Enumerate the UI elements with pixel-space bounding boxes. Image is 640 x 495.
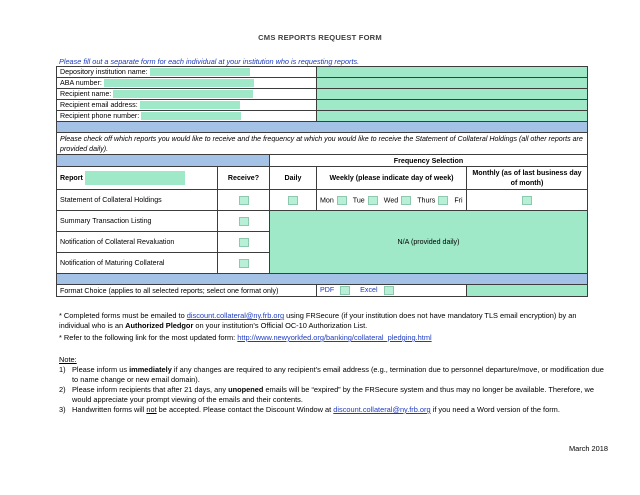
day-label-mon: Mon (320, 195, 334, 204)
monthly-checkbox[interactable] (522, 196, 532, 205)
day-label-thurs: Thurs (417, 195, 436, 204)
mon-checkbox[interactable] (337, 196, 347, 205)
thurs-checkbox[interactable] (438, 196, 448, 205)
report-name: Notification of Maturing Collateral (57, 253, 218, 274)
col-daily-header: Daily (270, 167, 317, 190)
format-label: Format Choice (applies to all selected reports; select one format only) (57, 285, 317, 297)
day-label-wed: Wed (383, 195, 399, 204)
format-fill (467, 285, 588, 297)
email-link[interactable]: discount.collateral@ny.frb.org (186, 311, 285, 320)
col-monthly-header: Monthly (as of last business day of month) (467, 167, 588, 190)
field-label-aba: ABA number: (60, 78, 102, 87)
tue-checkbox[interactable] (368, 196, 378, 205)
receive-checkbox-maturing[interactable] (239, 259, 249, 268)
form-instruction: Please fill out a separate form for each individual at your institution who is requesting reports. (59, 57, 360, 66)
section-divider-2 (57, 274, 588, 285)
field-label-recipient-phone: Recipient phone number: (60, 111, 140, 120)
report-row (57, 190, 588, 211)
footnote-completed-forms: * Completed forms must be emailed to discount.collateral@ny.frb.org using FRSecure (if your institution does not have mandatory TLS email encryption) by an individual who is an Authorized Pledgor on your institution’s Official OC-10 Authorization List. (59, 311, 577, 330)
recipient-phone-input-ext[interactable] (317, 111, 588, 122)
daily-checkbox[interactable] (288, 196, 298, 205)
form-url-link[interactable]: http://www.newyorkfed.org/banking/collateral_pledging.html (237, 333, 432, 342)
excel-checkbox[interactable] (384, 286, 394, 295)
note-heading: Note: (59, 355, 77, 364)
field-label-recipient-email: Recipient email address: (60, 100, 138, 109)
report-name: Summary Transaction Listing (57, 211, 218, 232)
field-row-institution (57, 67, 588, 78)
field-label-institution: Depository institution name: (60, 67, 148, 76)
recipient-name-input-ext[interactable] (317, 89, 588, 100)
col-receive-header: Receive? (218, 167, 270, 190)
aba-number-input[interactable] (104, 79, 254, 87)
note-item: 3) Handwritten forms will not be accepted. Please contact the Discount Window at discount.collateral@ny.frb.org if you need a Word version of the form. (59, 405, 560, 414)
field-label-recipient-name: Recipient name: (60, 89, 112, 98)
day-label-fri: Fri (454, 195, 463, 204)
aba-number-input-ext[interactable] (317, 78, 588, 89)
wed-checkbox[interactable] (401, 196, 411, 205)
receive-checkbox-summary[interactable] (239, 217, 249, 226)
recipient-phone-input[interactable] (141, 112, 241, 120)
notes-section (59, 355, 609, 415)
note-item: 1) Please inform us immediately if any changes are required to any recipient’s email address (e.g., termination due to personnel departure/move, or modification due to name change or new email domain). (59, 365, 604, 384)
recipient-email-input[interactable] (140, 101, 240, 109)
form-date: March 2018 (568, 444, 608, 453)
form-title: CMS REPORTS REQUEST FORM (258, 33, 382, 42)
recipient-email-input-ext[interactable] (317, 100, 588, 111)
col-weekly-header: Weekly (please indicate day of week) (317, 167, 467, 190)
section-divider (57, 122, 588, 133)
format-option-excel: Excel (360, 286, 378, 295)
na-provided-daily: N/A (provided daily) (270, 211, 588, 274)
report-header-fill (85, 171, 185, 185)
receive-checkbox-holdings[interactable] (239, 196, 249, 205)
day-label-tue: Tue (352, 195, 365, 204)
request-form-table (56, 66, 588, 297)
frequency-header: Frequency Selection (270, 155, 588, 167)
institution-name-input-ext[interactable] (317, 67, 588, 78)
field-row-aba (57, 78, 588, 89)
note-item: 2) Please inform recipients that after 21 days, any unopened emails will be “expired” by the FRSecure system and thus may no longer be available. Therefore, we would appreciate your prompt viewing of the emails and their contents. (59, 385, 594, 404)
header-spacer (57, 155, 270, 167)
check-instruction: Please check off which reports you would like to receive and the frequency at which you would like to receive the Statement of Collateral Holdings (all other reports are provided daily). (57, 133, 588, 155)
receive-checkbox-revaluation[interactable] (239, 238, 249, 247)
field-row-recipient-name (57, 89, 588, 100)
field-row-recipient-phone (57, 111, 588, 122)
discount-window-email-link[interactable]: discount.collateral@ny.frb.org (333, 405, 431, 414)
format-option-pdf: PDF (320, 286, 335, 295)
col-report-header: Report (57, 167, 218, 190)
footnote-refer-link: * Refer to the following link for the most updated form: http://www.newyorkfed.org/banking/collateral_pledging.html (59, 333, 432, 342)
report-row (57, 211, 588, 232)
field-row-recipient-email (57, 100, 588, 111)
institution-name-input[interactable] (150, 68, 250, 76)
recipient-name-input[interactable] (113, 90, 253, 98)
report-name: Statement of Collateral Holdings (57, 190, 218, 211)
pdf-checkbox[interactable] (340, 286, 350, 295)
report-name: Notification of Collateral Revaluation (57, 232, 218, 253)
